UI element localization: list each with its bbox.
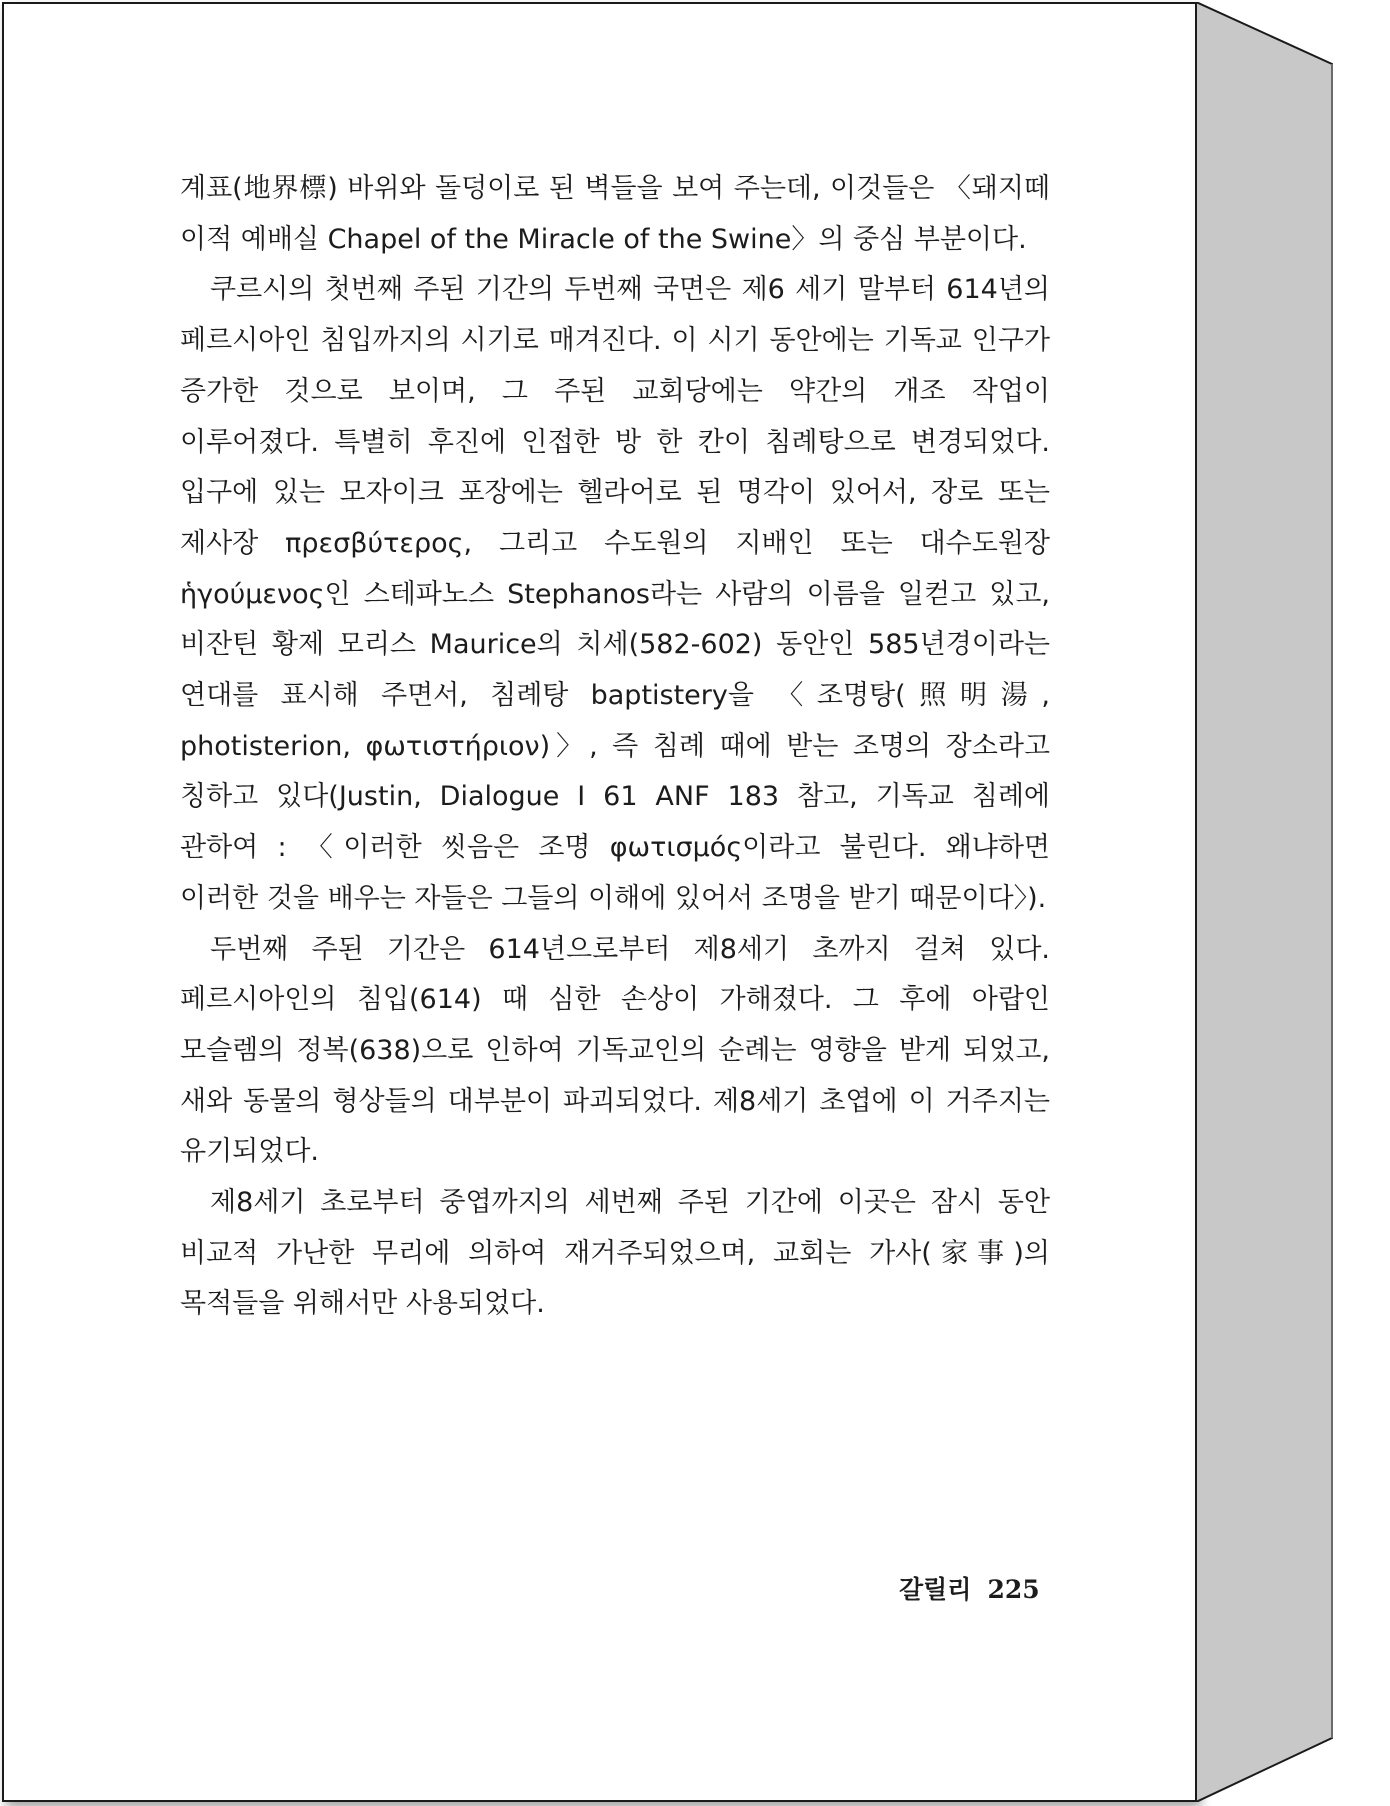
book-page — [2, 2, 1197, 1802]
paragraph-3: 두번째 주된 기간은 614년으로부터 제8세기 초까지 걸쳐 있다. 페르시아인의 침입(614) 때 심한 손상이 가해졌다. 그 후에 아랍인 모슬렘의 정복(638)으로 인하여 기독교인의 순례는 영향을 받게 되었고, 새와 동물의 형상들의 대부분이 파괴되었다. 제8세기 초엽에 이 거주지는 유기되었다. — [180, 933, 1050, 1168]
page-stack-edge — [1196, 2, 1336, 1802]
chapter-title: 갈릴리 — [899, 1575, 972, 1604]
body-text — [180, 164, 1050, 1330]
page-stack-shape — [1196, 2, 1336, 1802]
page-number: 225 — [987, 1575, 1040, 1604]
page-footer — [899, 1570, 1040, 1606]
paragraph-1: 계표(地界標) 바위와 돌덩이로 된 벽들을 보여 주는데, 이것들은 〈돼지떼 이적 예배실 Chapel of the Miracle of the Swine〉의 중심 부분이다. — [180, 173, 1050, 255]
paragraph-4: 제8세기 초로부터 중엽까지의 세번째 주된 기간에 이곳은 잠시 동안 비교적 가난한 무리에 의하여 재거주되었으며, 교회는 가사(家事)의 목적들을 위해서만 사용되었다. — [180, 1187, 1050, 1320]
paragraph-2: 쿠르시의 첫번째 주된 기간의 두번째 국면은 제6 세기 말부터 614년의 페르시아인 침입까지의 시기로 매겨진다. 이 시기 동안에는 기독교 인구가 증가한 것으로 보이며, 그 주된 교회당에는 약간의 개조 작업이 이루어졌다. 특별히 후진에 인접한 방 한 칸이 침례탕으로 변경되었다. 입구에 있는 모자이크 포장에는 헬라어로 된 명각이 있어서, 장로 또는 제사장 πρεσβύτερος, 그리고 수도원의 지배인 또는 대수도원장 ἡγούμενος인 스테파노스 Stephanos라는 사람의 이름을 일컫고 있고, 비잔틴 황제 모리스 Maurice의 치세(582-602) 동안인 585년경이라는 연대를 표시해 주면서, 침례탕 baptistery을 〈조명탕(照明湯, photisterion, φωτιστήριον)〉, 즉 침례 때에 받는 조명의 장소라고 칭하고 있다(Justin, Dialogue I 61 ANF 183 참고, 기독교 침례에 관하여 : 〈이러한 씻음은 조명 φωτισμός이라고 불린다. 왜냐하면 이러한 것을 배우는 자들은 그들의 이해에 있어서 조명을 받기 때문이다〉). — [180, 274, 1050, 914]
